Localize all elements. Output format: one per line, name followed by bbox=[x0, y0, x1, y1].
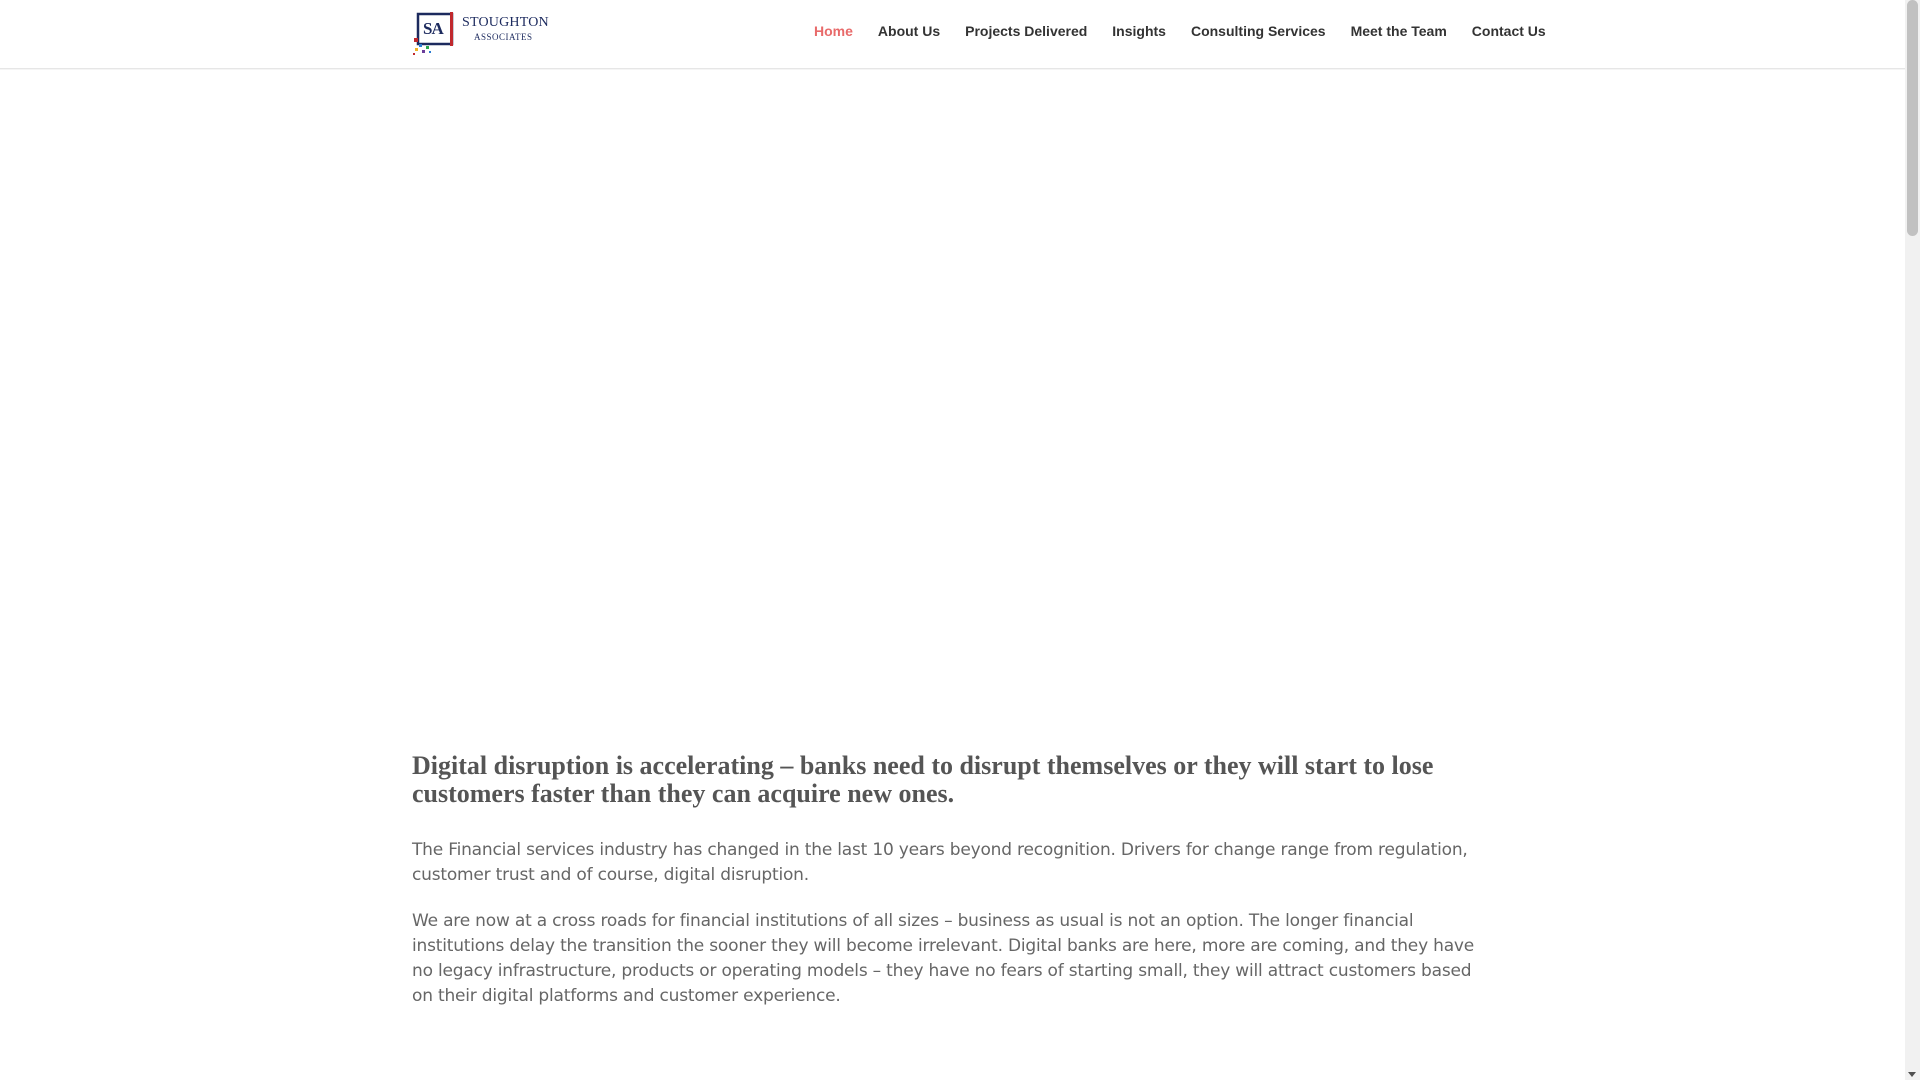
page-scrollbar[interactable] bbox=[1905, 0, 1920, 1080]
nav-meet-the-team[interactable]: Meet the Team bbox=[1350, 23, 1447, 39]
site-header bbox=[0, 0, 1905, 69]
scrollbar-thumb[interactable] bbox=[1907, 0, 1918, 236]
nav-insights[interactable]: Insights bbox=[1112, 23, 1166, 39]
nav-projects-delivered[interactable]: Projects Delivered bbox=[965, 23, 1088, 39]
main-content bbox=[412, 752, 1497, 1030]
body-paragraph: We are now at a cross roads for financial institutions of all sizes – business as usual is not an option. The longer financial institutions delay the transition the sooner they will become irrelevant. Digital banks are here, more are coming, and they have no legacy infrastructure, products or operating models – they have no fears of starting small, they will attract customers based on their digital platforms and customer experience. bbox=[412, 911, 1475, 1006]
main-nav bbox=[814, 22, 1546, 40]
nav-home[interactable]: Home bbox=[814, 23, 853, 39]
hero-area bbox=[412, 69, 1492, 749]
page-headline: Digital disruption is accelerating – banks need to disrupt themselves or they will start to lose customers faster than they can acquire new ones. bbox=[412, 751, 1434, 808]
scroll-down-arrow-icon[interactable] bbox=[1908, 1072, 1916, 1077]
site-logo[interactable] bbox=[412, 10, 548, 56]
nav-contact-us[interactable]: Contact Us bbox=[1471, 23, 1546, 39]
intro-paragraph: The Financial services industry has changed in the last 10 years beyond recognition. Drivers for change range from regulation, customer trust and of course, digital disruption. bbox=[412, 840, 1468, 885]
logo-initials: SA bbox=[423, 19, 443, 38]
nav-consulting-services[interactable]: Consulting Services bbox=[1190, 23, 1326, 39]
nav-about-us[interactable]: About Us bbox=[877, 23, 941, 39]
logo-subtitle: ASSOCIATES bbox=[474, 32, 533, 42]
logo-name: STOUGHTON bbox=[462, 15, 549, 30]
